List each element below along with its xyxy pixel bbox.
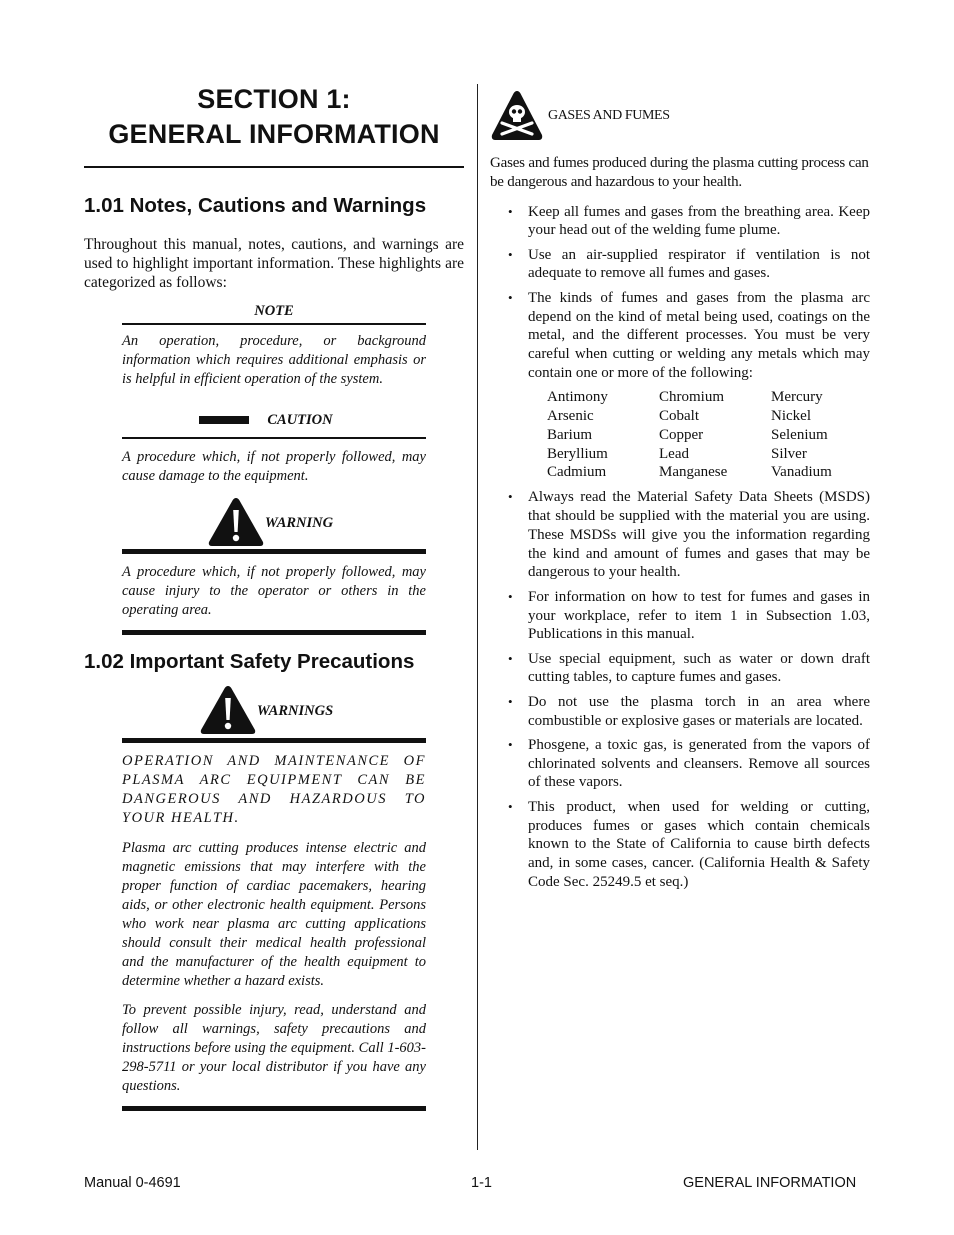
gases-label: GASES AND FUMES <box>548 108 670 123</box>
metals-list <box>547 388 870 482</box>
metal-name: Nickel <box>771 408 811 425</box>
warning-label: WARNING <box>264 514 334 531</box>
heading-important-safety-precautions: 1.02 Important Safety Precautions <box>84 650 415 673</box>
metal-name: Cobalt <box>659 408 699 425</box>
gases-intro: Gases and fumes produced during the plasma cutting process can be dangerous and hazardous to your health. <box>490 155 869 190</box>
left-column <box>84 82 464 1111</box>
caution-text: A procedure which, if not properly followed, may cause damage to the equipment. <box>122 449 426 484</box>
caution-block <box>122 411 426 486</box>
note-label: NOTE <box>254 303 294 319</box>
metal-name: Beryllium <box>547 445 608 462</box>
bullet-item: • For information on how to test for fumes and gases in your workplace, refer to item 1 in Subsection 1.03, Publications in this manual. <box>490 588 870 644</box>
metal-name: Selenium <box>771 426 828 443</box>
intro-paragraph: Throughout this manual, notes, cautions, and warnings are used to highlight important information. These highlights are categorized as follows: <box>84 236 464 291</box>
warning-rule-top <box>122 549 426 554</box>
note-block <box>122 302 426 389</box>
bullet-item: • Do not use the plasma torch in an area where combustible or explosive gases or materials are located. <box>490 693 870 731</box>
metal-name: Silver <box>771 445 807 462</box>
metal-name: Copper <box>659 426 704 443</box>
warnings-label: WARNINGS <box>256 702 334 719</box>
warnings-caps-text: OPERATION AND MAINTENANCE OF PLASMA ARC EQUIPMENT CAN BE DANGEROUS AND HAZARDOUS TO YOUR HEALTH. <box>122 753 426 826</box>
warning-rule-bottom <box>122 630 426 635</box>
metal-name: Barium <box>547 426 592 443</box>
footer-manual-number: Manual 0-4691 <box>84 1175 181 1191</box>
warning-block <box>122 496 426 635</box>
skull-crossbones-icon <box>490 90 544 142</box>
gases-header <box>490 90 870 142</box>
right-column <box>490 90 870 897</box>
caution-rule <box>122 437 426 439</box>
caution-header <box>106 411 426 429</box>
heading-notes-cautions-warnings: 1.01 Notes, Cautions and Warnings <box>84 194 427 217</box>
warnings-rule-top <box>122 738 426 743</box>
warnings-block <box>122 684 426 1111</box>
title-rule <box>84 166 464 168</box>
note-text: An operation, procedure, or background information which requires additional emphasis or is helpful in efficient operation of the system. <box>122 333 426 387</box>
warnings-rule-bottom <box>122 1106 426 1111</box>
metal-name: Chromium <box>659 389 725 406</box>
caution-bar-icon <box>199 416 249 424</box>
warnings-header <box>106 684 426 736</box>
warning-triangle-icon <box>207 496 265 548</box>
metal-name: Arsenic <box>547 408 594 425</box>
gases-bullets-top <box>490 203 870 383</box>
bullet-item: • Phosgene, a toxic gas, is generated from the vapors of chlorinated solvents and cleansers. Remove all sources of these vapors. <box>490 736 870 792</box>
metal-name: Antimony <box>547 389 608 406</box>
gases-bullets-bottom <box>490 488 870 891</box>
bullet-item: • Use an air-supplied respirator if ventilation is not adequate to remove all fumes and gases. <box>490 246 870 284</box>
warning-header <box>114 496 426 548</box>
warning-text: A procedure which, if not properly followed, may cause injury to the operator or others in the operating area. <box>122 564 426 618</box>
warnings-paragraph-3: To prevent possible injury, read, understand and follow all warnings, safety precautions and instructions before using the equipment. Call 1-603-298-5711 or your local distributor if you have any questions. <box>122 1002 426 1094</box>
footer-section-name: GENERAL INFORMATION <box>683 1175 857 1191</box>
note-rule <box>122 323 426 325</box>
footer-page-number: 1-1 <box>471 1175 492 1191</box>
metal-name: Cadmium <box>547 464 607 481</box>
section-title-line2: GENERAL INFORMATION <box>108 119 440 149</box>
bullet-item: • Always read the Material Safety Data Sheets (MSDS) that should be supplied with the material you are using. These MSDSs will give you the information regarding the kind and amount of fumes and gases that may be dangerous to your health. <box>490 488 870 582</box>
bullet-item: • This product, when used for welding or cutting, produces fumes or gases which contain chemicals known to the State of California to cause birth defects and, in some cases, cancer. (California Health & Safety Code Sec. 25249.5 et seq.) <box>490 798 870 892</box>
warnings-paragraph-2: Plasma arc cutting produces intense electric and magnetic emissions that may interfere with the proper function of cardiac pacemakers, hearing aids, or other electronic health equipment. Persons who work near plasma arc cutting applications should consult their medical health professional and the manufacturer of the health equipment to determine whether a hazard exists. <box>122 840 426 989</box>
bullet-item: • Keep all fumes and gases from the breathing area. Keep your head out of the welding fume plume. <box>490 203 870 241</box>
metal-name: Lead <box>659 445 689 462</box>
warnings-triangle-icon <box>199 684 257 736</box>
metal-name: Vanadium <box>771 464 832 481</box>
metal-name: Mercury <box>771 389 823 406</box>
bullet-item: • The kinds of fumes and gases from the plasma arc depend on the kind of metal being used, coatings on the metal, and the different processes. You must be very careful when cutting or welding any metals which may contain one or more of the following: <box>490 289 870 383</box>
bullet-item: • Use special equipment, such as water or down draft cutting tables, to capture fumes and gases. <box>490 650 870 688</box>
section-title-line1: SECTION 1: <box>197 84 351 114</box>
column-divider <box>477 84 478 1150</box>
caution-label: CAUTION <box>267 412 333 428</box>
metal-name: Manganese <box>659 464 728 481</box>
section-title <box>84 82 464 152</box>
